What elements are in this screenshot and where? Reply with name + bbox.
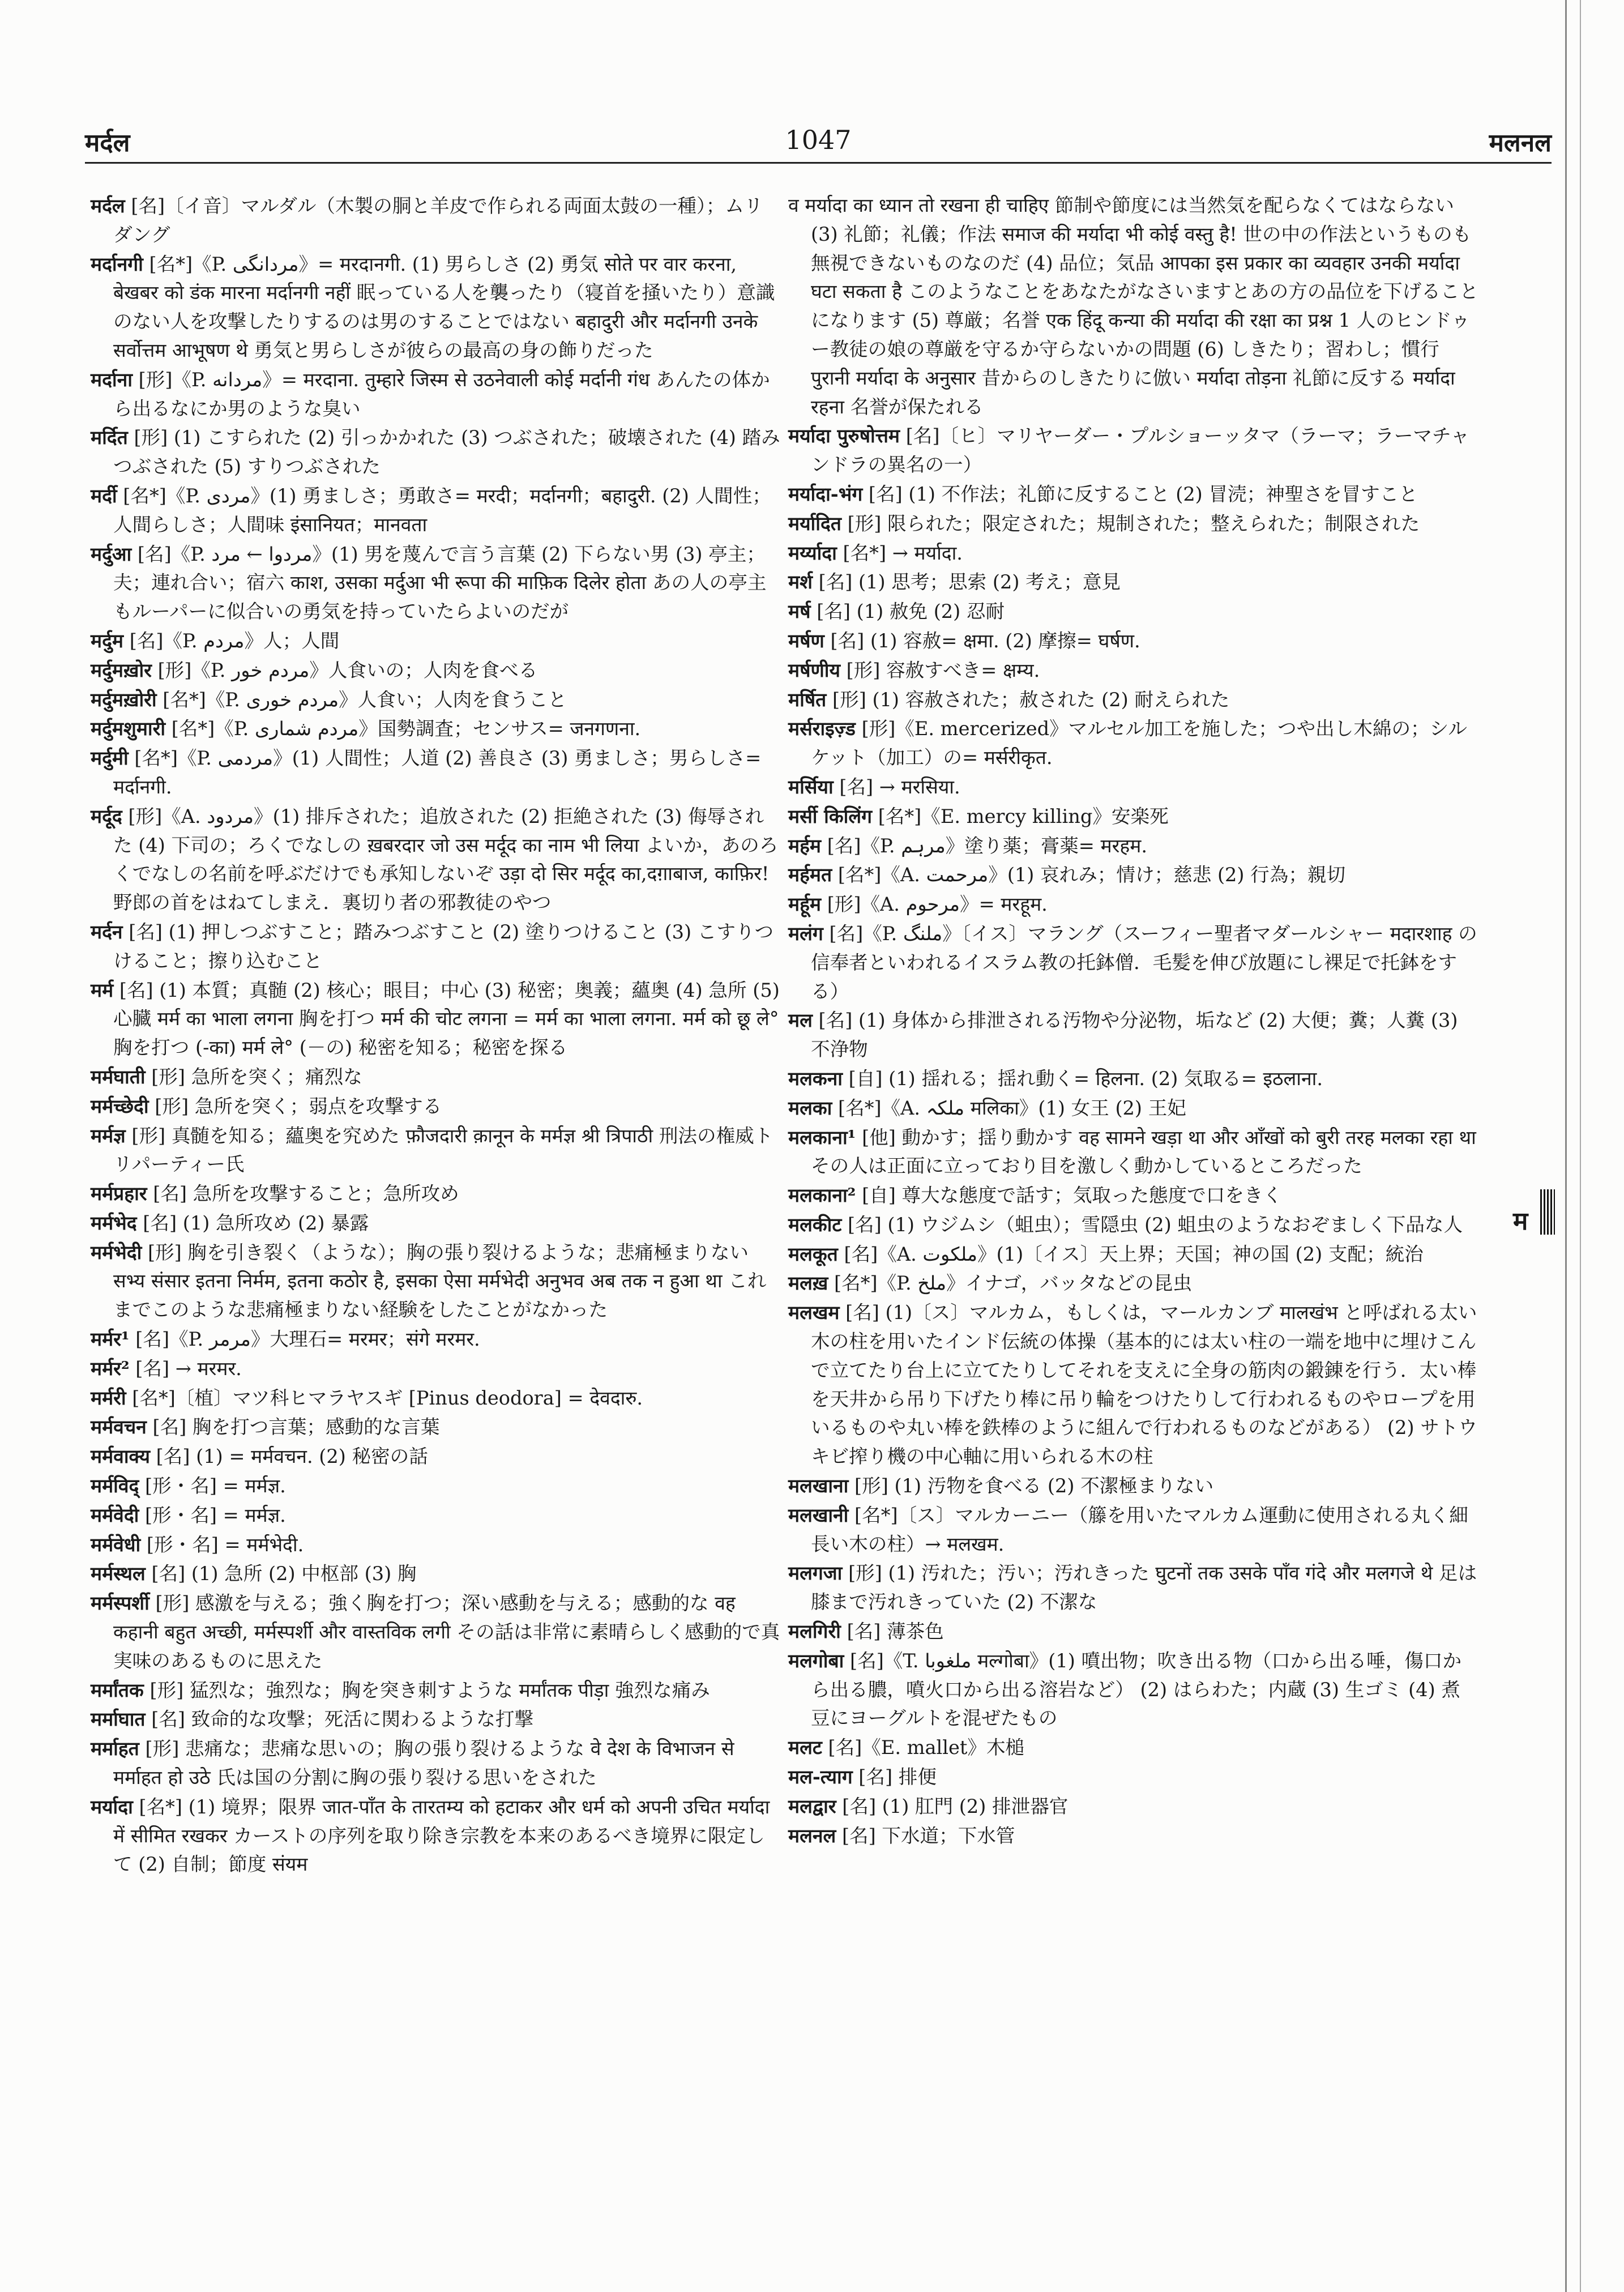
entry-definition: [形・名] = मर्मभेदी. — [146, 1533, 304, 1556]
entry-headword: मर्यादा — [91, 1795, 133, 1818]
entry-definition: [形] 胸を引き裂く（ような）；胸の張り裂けるような；悲痛極まりない सभ्य संसार इतना निर्मम, इतना कठोर है, इसका ऐसा मर्मभेदी अनुभव अब तक न हुआ था これまでこのような悲痛極まりない経験をしたことがなかった — [113, 1241, 767, 1321]
entry-headword: मर्यादा-भंग — [788, 482, 863, 505]
dictionary-entry — [91, 1179, 781, 1209]
entry-headword: मर्माघात — [91, 1708, 146, 1731]
entry-headword: मर्दुमख़ोर — [91, 658, 152, 681]
dictionary-entry — [91, 1676, 781, 1705]
entry-definition: [形] 急所を突く；痛烈な — [151, 1065, 362, 1088]
dictionary-entry — [788, 890, 1479, 919]
entry-headword: मर्य्यादा — [788, 541, 837, 564]
entry-headword: मर्षित — [788, 688, 827, 711]
dictionary-entry — [788, 656, 1479, 685]
entry-headword: मलनल — [788, 1824, 836, 1847]
entry-headword: मलंग — [788, 921, 823, 945]
entry-definition: [名] (1) ウジムシ（蛆虫）；雪隠虫 (2) 蛆虫のようなおぞましく下品な人 — [847, 1213, 1463, 1236]
dictionary-entry — [788, 1269, 1479, 1298]
entry-headword: मर्मवाक्य — [91, 1445, 150, 1468]
dictionary-entry — [788, 480, 1479, 509]
entry-headword: मर्दानगी — [91, 252, 143, 275]
dictionary-entry — [91, 1121, 781, 1180]
entry-definition: [名] → मरमर. — [135, 1357, 242, 1380]
dictionary-entry — [91, 1209, 781, 1238]
dictionary-entry — [788, 802, 1479, 831]
entry-headword: मलगोबा — [788, 1649, 844, 1672]
entry-headword: मर्मस्पर्शी — [91, 1591, 149, 1615]
entry-headword: मर्दी — [91, 484, 117, 507]
entry-definition: [自] 尊大な態度で話す；気取った態度で口をきく — [862, 1184, 1283, 1207]
entry-definition: [形] 限られた；限定された；規制された；整えられた；制限された — [847, 512, 1420, 535]
entry-definition: [名*]《P. ملخ》イナゴ，バッタなどの昆虫 — [834, 1272, 1192, 1295]
dictionary-entry — [91, 1354, 781, 1384]
dictionary-entry — [788, 1762, 1479, 1792]
entry-headword: मर्मांतक — [91, 1678, 144, 1701]
entry-definition: [名] (1) 思考；思索 (2) 考え；意見 — [818, 571, 1121, 594]
entry-headword: मर्मर² — [91, 1356, 130, 1380]
entry-headword: मर्मघाती — [91, 1065, 146, 1088]
dictionary-entry — [788, 772, 1479, 802]
entry-headword: मलकना — [788, 1066, 843, 1090]
dictionary-entry — [91, 191, 781, 250]
entry-headword: मलगजा — [788, 1561, 843, 1585]
dictionary-entry — [788, 1094, 1479, 1123]
dictionary-entry — [788, 831, 1479, 861]
entry-definition: [名]《P. مردوا ← مرد》(1) 男を蔑んで言う言葉 (2) 下らない男 (3) 亭主；夫；連れ合い；宿六 काश, उसका मर्दुआ भी रूपा की माफ़िक दिलेर होता あの人の亭主もルーパーに似合いの勇気を持っていたらよいのだが — [113, 543, 767, 623]
entry-definition: [名*]《E. mercy killing》安楽死 — [878, 805, 1169, 827]
entry-headword: मर्सिया — [788, 775, 834, 798]
right-guide-word: मलनल — [1489, 129, 1552, 157]
left-guide-word: मर्दल — [85, 129, 130, 157]
entry-definition: [他] 動かす；揺り動かす वह सामने खड़ा था और आँखों को बुरी तरह मलका रहा था その人は正面に立っており目を激しく動かしているところだった — [811, 1126, 1476, 1177]
dictionary-entry — [788, 597, 1479, 626]
entry-headword: मर्मस्थल — [91, 1562, 146, 1585]
entry-definition: [名]《P. مرمر》大理石= मरमर；संगे मरमर. — [135, 1328, 480, 1351]
dictionary-entry — [91, 423, 781, 481]
entry-definition: [名] (1) 身体から排泄される汚物や分泌物，垢など (2) 大便；糞；人糞 (3) 不浄物 — [811, 1009, 1458, 1061]
dictionary-entry — [91, 626, 781, 656]
dictionary-entry — [788, 685, 1479, 715]
entry-headword: मल — [788, 1009, 813, 1032]
entry-headword: मर्दन — [91, 920, 123, 943]
entry-headword: मलगिरी — [788, 1620, 841, 1643]
entry-headword: मर्षण — [788, 629, 824, 652]
dictionary-entry — [91, 1384, 781, 1413]
right-column — [788, 191, 1479, 1850]
entry-headword: मर्दल — [91, 194, 125, 217]
entry-definition: [名] (1) 本質；真髄 (2) 核心；眼目；中心 (3) 秘密；奥義；蘊奥 (4) 急所 (5) 心臓 मर्म का भाला लगना 胸を打つ मर्म की चोट लगना = मर्म का भाला लगना. मर्म को छू ले° 胸を打つ (-का) मर्म ले° (－の) 秘密を知る；秘密を探る — [113, 979, 780, 1059]
entry-definition: [名]《P. مرہم》塗り薬；膏薬= मरहम. — [827, 834, 1147, 857]
entry-headword: मलकीट — [788, 1213, 842, 1236]
dictionary-entry — [788, 714, 1479, 772]
entry-headword: मर्म — [91, 978, 114, 1001]
entry-definition: [形]《E. mercerized》マルセル加工を施した；つや出し木綿の；シルケット（加工）の= मर्सरीकृत. — [811, 718, 1467, 769]
entry-definition: [形] 悲痛な；悲痛な思いの；胸の張り裂けるような वे देश के विभाजन से मर्माहत हो उठे 氏は国の分割に胸の張り裂ける思いをされた — [113, 1738, 734, 1789]
header-rule — [85, 162, 1552, 164]
dictionary-entry — [91, 744, 781, 802]
entry-headword: मलकूत — [788, 1242, 838, 1265]
scan-edge-line — [1565, 0, 1567, 2292]
entry-definition: [自] (1) 揺れる；揺れ動く= हिलना. (2) 気取る= इठलाना. — [848, 1067, 1323, 1090]
entry-headword: मर्माहत — [91, 1737, 139, 1760]
entry-definition: [名*] → मर्यादा. — [843, 541, 963, 564]
dictionary-entry — [788, 1733, 1479, 1762]
entry-definition: [名*]《P. مردی》(1) 勇ましさ；勇敢さ= मरदी；मर्दानगी；बहादुरी. (2) 人間性；人間らしさ；人間味 इंसानियत；मानवता — [113, 484, 771, 536]
left-column — [91, 191, 781, 1879]
entry-headword: मर्ष — [788, 600, 811, 623]
dictionary-entry — [91, 481, 781, 540]
entry-headword: मर्मच्छेदी — [91, 1094, 149, 1117]
entry-headword: मलकाना¹ — [788, 1125, 856, 1149]
dictionary-entry — [91, 1092, 781, 1121]
entry-headword: मर्मवेदी — [91, 1503, 139, 1526]
entry-definition: [形] (1) 汚物を食べる (2) 不潔極まりない — [854, 1475, 1214, 1497]
entry-headword: मर्मज्ञ — [91, 1124, 126, 1147]
entry-definition: [名] 胸を打つ言葉；感動的な言葉 — [152, 1416, 440, 1439]
entry-definition: [名*]《P. مردم شماری》国勢調査；センサス= जनगणना. — [171, 718, 641, 740]
entry-definition: [形]《P. مردم خور》人食いの；人肉を食べる — [157, 659, 538, 681]
dictionary-entry — [788, 1471, 1479, 1501]
entry-headword: मर्यादित — [788, 511, 841, 535]
entry-headword: मर्यादा पुरुषोत्तम — [788, 424, 900, 447]
dictionary-entry — [91, 976, 781, 1062]
entry-definition: [形] (1) こすられた (2) 引っかかれた (3) つぶされた；破壊された (4) 踏みつぶされた (5) すりつぶされた — [113, 426, 780, 478]
dictionary-entry — [91, 1471, 781, 1501]
entry-definition: [名] (1) 押しつぶすこと；踏みつぶすこと (2) 塗りつけること (3) こすりつけること；擦り込むこと — [113, 920, 774, 972]
thumb-index-mark — [1540, 1189, 1555, 1235]
dictionary-entry — [91, 1238, 781, 1325]
dictionary-entry — [788, 626, 1479, 656]
dictionary-entry — [788, 1821, 1479, 1851]
dictionary-entry — [788, 919, 1479, 1006]
dictionary-entry — [91, 365, 781, 424]
entry-definition: [名]《A. ملکوت》(1)〔イス〕天上界；天国；神の国 (2) 支配；統治 — [844, 1243, 1424, 1265]
dictionary-entry — [788, 421, 1479, 480]
entry-headword: मर्मप्रहार — [91, 1182, 147, 1205]
entry-definition: [形]《A. مردود》(1) 排斥された；追放された (2) 拒絶された (3) 侮辱された (4) 下司の；ろくでなしの ख़बरदार जो उस मर्दूद का नाम भी लिया よいか，あのろくでなしの名前を呼ぶだけでも承知しないぞ उड़ा दो सिर मर्दूद का,दग़ाबाज, काफ़िर! 野郎の首をはねてしまえ．裏切り者の邪教徒のやつ — [113, 805, 779, 914]
entry-definition: [名]《T. ملغوبا मल्गोबा》(1) 噴出物；吹き出る物（口から出る唾，傷口から出る膿，噴火口から出る溶岩など） (2) はらわた；内蔵 (3) 生ゴミ (4) 煮豆にヨーグルトを混ぜたもの — [811, 1649, 1462, 1730]
entry-definition: [名]〔イ音〕マルダル（木製の胴と羊皮で作られる両面太鼓の一種）；ムリダング — [113, 195, 763, 246]
entry-definition: [名] → मरसिया. — [839, 775, 960, 798]
entry-definition: [名*]《A. مرحمت》(1) 哀れみ；情け；慈悲 (2) 行為；親切 — [837, 864, 1346, 886]
dictionary-entry — [91, 1559, 781, 1589]
scan-edge-line — [1580, 0, 1581, 2292]
dictionary-entry — [788, 860, 1479, 890]
entry-definition: [名*]〔植〕マツ科ヒマラヤスギ [Pinus deodora] = देवदारु. — [132, 1386, 643, 1409]
dictionary-entry — [788, 1006, 1479, 1064]
entry-headword: मर्मभेदी — [91, 1240, 142, 1264]
entry-headword: मर्मरी — [91, 1386, 126, 1409]
dictionary-entry — [788, 567, 1479, 597]
dictionary-entry — [91, 685, 781, 715]
entry-headword: मर्हम — [788, 834, 821, 857]
dictionary-entry — [788, 1240, 1479, 1269]
entry-headword: मर्मवेधी — [91, 1533, 141, 1556]
entry-definition: [形]《P. مردانه》= मरदाना. तुम्हारे जिस्म से उठनेवाली कोई मर्दानी गंध あんたの体から出るなにか男のような臭い — [113, 368, 770, 420]
dictionary-entry — [788, 1298, 1479, 1471]
dictionary-entry — [91, 714, 781, 744]
page-number: 1047 — [785, 125, 852, 155]
entry-definition: [形] 真髄を知る；蘊奥を究めた फ़ौजदारी क़ानून के मर्मज्ञ श्री त्रिपाठी 刑法の権威トリパーティー氏 — [113, 1124, 773, 1176]
entry-definition: [形] 容赦すべき= क्षम्य. — [846, 659, 1040, 681]
dictionary-entry — [788, 1210, 1479, 1240]
entry-definition: व मर्यादा का ध्यान तो रखना ही चाहिए 節制や節度には当然気を配らなくてはならない (3) 礼節；礼儀；作法 समाज की मर्यादा भी कोई वस्तु है! 世の中の作法というものも無視できないものなのだ (4) 品位；気品 आपका इस प्रकार का व्यवहार उनकी मर्यादा घटा सकता है このようなことをあなたがなさいますとあの方の品位を下げることになります (5) 尊厳；名誉 एक हिंदू कन्या की मर्यादा की रक्षा का प्रश्न 1 人のヒンドゥー教徒の娘の尊厳を守るか守らないかの問題 (6) しきたり；習わし；慣行 पुरानी मर्यादा के अनुसार 昔からのしきたりに倣い मर्यादा तोड़ना 礼節に反する मर्यादा रहना 名誉が保たれる — [788, 194, 1478, 418]
entry-definition: [名*]〔ス〕マルカーニー（籐を用いたマルカム運動に使用される丸く細長い木の柱）→ मलखम. — [811, 1504, 1468, 1555]
entry-headword: मर्दुआ — [91, 542, 132, 565]
dictionary-entry — [788, 191, 1479, 421]
dictionary-entry — [91, 656, 781, 685]
entry-headword: मर्दुमी — [91, 746, 129, 770]
dictionary-entry — [788, 509, 1479, 539]
entry-definition: [名] 急所を攻撃すること；急所攻め — [153, 1183, 459, 1205]
entry-definition: [名] 薄茶色 — [847, 1620, 944, 1643]
dictionary-entry — [91, 1442, 781, 1471]
entry-headword: मर्हूम — [788, 893, 821, 916]
entry-definition: [名]《E. mallet》木槌 — [828, 1736, 1025, 1759]
entry-definition: [名] 排便 — [858, 1766, 937, 1789]
entry-definition: [名]《P. ملنگ》〔イス〕マラング（スーフィー聖者マダールシャー मदारशाह の信奉者といわれるイスラム教の托鉢僧．毛髪を伸び放題にし裸足で托鉢をする） — [811, 922, 1477, 1002]
entry-headword: मर्दुमशुमारी — [91, 717, 166, 740]
entry-definition: [形・名] = मर्मज्ञ. — [145, 1504, 286, 1526]
entry-definition: [名] 下水道；下水管 — [841, 1824, 1015, 1847]
entry-definition: [名]〔ヒ〕マリヤーダー・プルショーッタマ（ラーマ；ラーマチャンドラの異名の一） — [811, 425, 1470, 476]
entry-definition: [形] 急所を突く；弱点を攻撃する — [155, 1095, 442, 1117]
dictionary-entry — [91, 1062, 781, 1092]
dictionary-entry — [91, 1705, 781, 1734]
entry-headword: मलकाना² — [788, 1184, 856, 1207]
dictionary-entry — [788, 1064, 1479, 1094]
entry-headword: मर्सराइज़्ड — [788, 717, 856, 740]
dictionary-entry — [91, 1501, 781, 1530]
dictionary-entry — [788, 1501, 1479, 1559]
dictionary-entry — [788, 1181, 1479, 1210]
entry-headword: मर्सी किलिंग — [788, 804, 873, 827]
entry-headword: मलखाना — [788, 1474, 849, 1497]
entry-headword: मर्दुमख़ोरी — [91, 688, 157, 711]
dictionary-entry — [91, 1325, 781, 1354]
entry-definition: [名] (1) 肛門 (2) 排泄器官 — [842, 1795, 1069, 1817]
entry-headword: मल-त्याग — [788, 1765, 853, 1789]
dictionary-entry — [788, 1559, 1479, 1617]
entry-definition: [形] (1) 汚れた；汚い；汚れきった घुटनों तक उसके पाँव गंदे और मलगजे थे 足は膝まで汚れきっていた (2) 不潔な — [811, 1562, 1477, 1614]
dictionary-entry — [91, 1792, 781, 1879]
entry-definition: [名] (1) 容赦= क्षमा. (2) 摩擦= घर्षण. — [830, 629, 1140, 652]
entry-definition: [名*]《P. مردانگی》= मरदानगी. (1) 男らしさ (2) 勇気 सोते पर वार करना, बेखबर को डंक मारना मर्दानगी नहीं 眠っている人を襲ったり（寝首を掻いたり）意識のない人を攻撃したりするのは男のすることではない बहादुरी और मर्दानगी उनके सर्वोत्तम आभूषण थे 勇気と男らしさが彼らの最高の身の飾りだった — [113, 253, 775, 361]
entry-definition: [形] (1) 容赦された；赦された (2) 耐えられた — [832, 688, 1230, 711]
entry-definition: [名*]《P. مردمی》(1) 人間性；人道 (2) 善良さ (3) 勇ましさ；男らしさ= मर्दानगी. — [113, 747, 762, 798]
entry-definition: [名*] (1) 境界；限界 जात-पाँत के तारतम्य को हटाकर और धर्म को अपनी उचित मर्यादा में सीमित रखकर カーストの序列を取り除き宗教を本来のあるべき境界に限定して (2) 自制；節度 संयम — [113, 1795, 770, 1876]
entry-definition: [名] 致命的な攻撃；死活に関わるような打撃 — [151, 1708, 534, 1731]
dictionary-entry — [91, 1412, 781, 1442]
entry-definition: [形] 感激を与える；強く胸を打つ；深い感動を与える；感動的な वह कहानी बहुत अच्छी, मर्मस्पर्शी और वास्तविक लगी その話は非常に素晴らしく感動的で真実味のあるものに思えた — [113, 1592, 780, 1672]
dictionary-entry — [91, 540, 781, 626]
dictionary-entry — [91, 1589, 781, 1675]
dictionary-entry — [788, 1646, 1479, 1733]
entry-headword: मलट — [788, 1736, 822, 1759]
entry-definition: [名]《P. مردم》人；人間 — [129, 629, 340, 652]
dictionary-entry — [91, 802, 781, 917]
dictionary-entry — [788, 1792, 1479, 1821]
entry-definition: [名] (1) 急所 (2) 中枢部 (3) 胸 — [151, 1563, 417, 1585]
entry-definition: [名] (1) 急所攻め (2) 暴露 — [143, 1211, 369, 1234]
dictionary-entry — [788, 1123, 1479, 1181]
dictionary-entry — [788, 539, 1479, 568]
entry-headword: मर्दाना — [91, 368, 133, 391]
dictionary-entry — [91, 1734, 781, 1792]
entry-headword: मर्दित — [91, 426, 128, 449]
entry-headword: मर्मविद् — [91, 1474, 139, 1497]
entry-definition: [名] (1)〔ス〕マルカム，もしくは，マールカンブ मालखंभ と呼ばれる太い木の柱を用いたインド伝統の体操（基本的には太い柱の一端を地中に埋けこんで立てたり台上に立てたりしてそれを支えに全身の筋肉の鍛錬を行う．太い棒を天井から吊り下げたり棒に吊り輪をつけたりして行われるものやロープを用いるものや丸い棒を鉄棒のように組んで行われるものなどがある） (2) サトウキビ搾り機の中心軸に用いられる木の柱 — [811, 1301, 1477, 1468]
entry-definition: [形・名] = मर्मज्ञ. — [145, 1475, 286, 1497]
dictionary-entry — [91, 250, 781, 365]
entry-headword: मर्मभेद — [91, 1211, 137, 1234]
entry-headword: मर्मर¹ — [91, 1328, 130, 1351]
entry-headword: मर्हमत — [788, 863, 832, 886]
entry-definition: [名] (1) = मर्मवचन. (2) 秘密の話 — [156, 1445, 428, 1468]
entry-headword: मर्दूद — [91, 804, 122, 827]
entry-definition: [形] 猛烈な；強烈な；胸を突き刺すような मर्मांतक पीड़ा 強烈な痛み — [149, 1679, 710, 1701]
entry-definition: [名*]《A. ملکہ मलिका》(1) 女王 (2) 王妃 — [838, 1096, 1186, 1119]
entry-headword: मलखम — [788, 1301, 840, 1324]
thumb-index-letter: म — [1513, 1207, 1528, 1236]
entry-headword: मलद्वार — [788, 1794, 836, 1817]
entry-definition: [名*]《P. مردم خوری》人食い；人肉を食うこと — [163, 688, 567, 711]
dictionary-entry — [91, 917, 781, 976]
entry-headword: मलका — [788, 1096, 832, 1119]
dictionary-entry — [91, 1530, 781, 1560]
entry-headword: मर्मवचन — [91, 1415, 147, 1439]
entry-definition: [名] (1) 赦免 (2) 忍耐 — [817, 600, 1005, 623]
entry-definition: [形]《A. مرحوم》= मरहूम. — [827, 893, 1048, 916]
entry-definition: [名] (1) 不作法；礼節に反すること (2) 冒涜；神聖さを冒すこと — [868, 483, 1418, 505]
entry-headword: मलख़ — [788, 1271, 828, 1295]
dictionary-entry — [788, 1617, 1479, 1646]
entry-headword: मर्षणीय — [788, 658, 840, 681]
entry-headword: मर्श — [788, 570, 813, 594]
entry-headword: मलखानी — [788, 1503, 849, 1526]
entry-headword: मर्दुम — [91, 629, 123, 652]
